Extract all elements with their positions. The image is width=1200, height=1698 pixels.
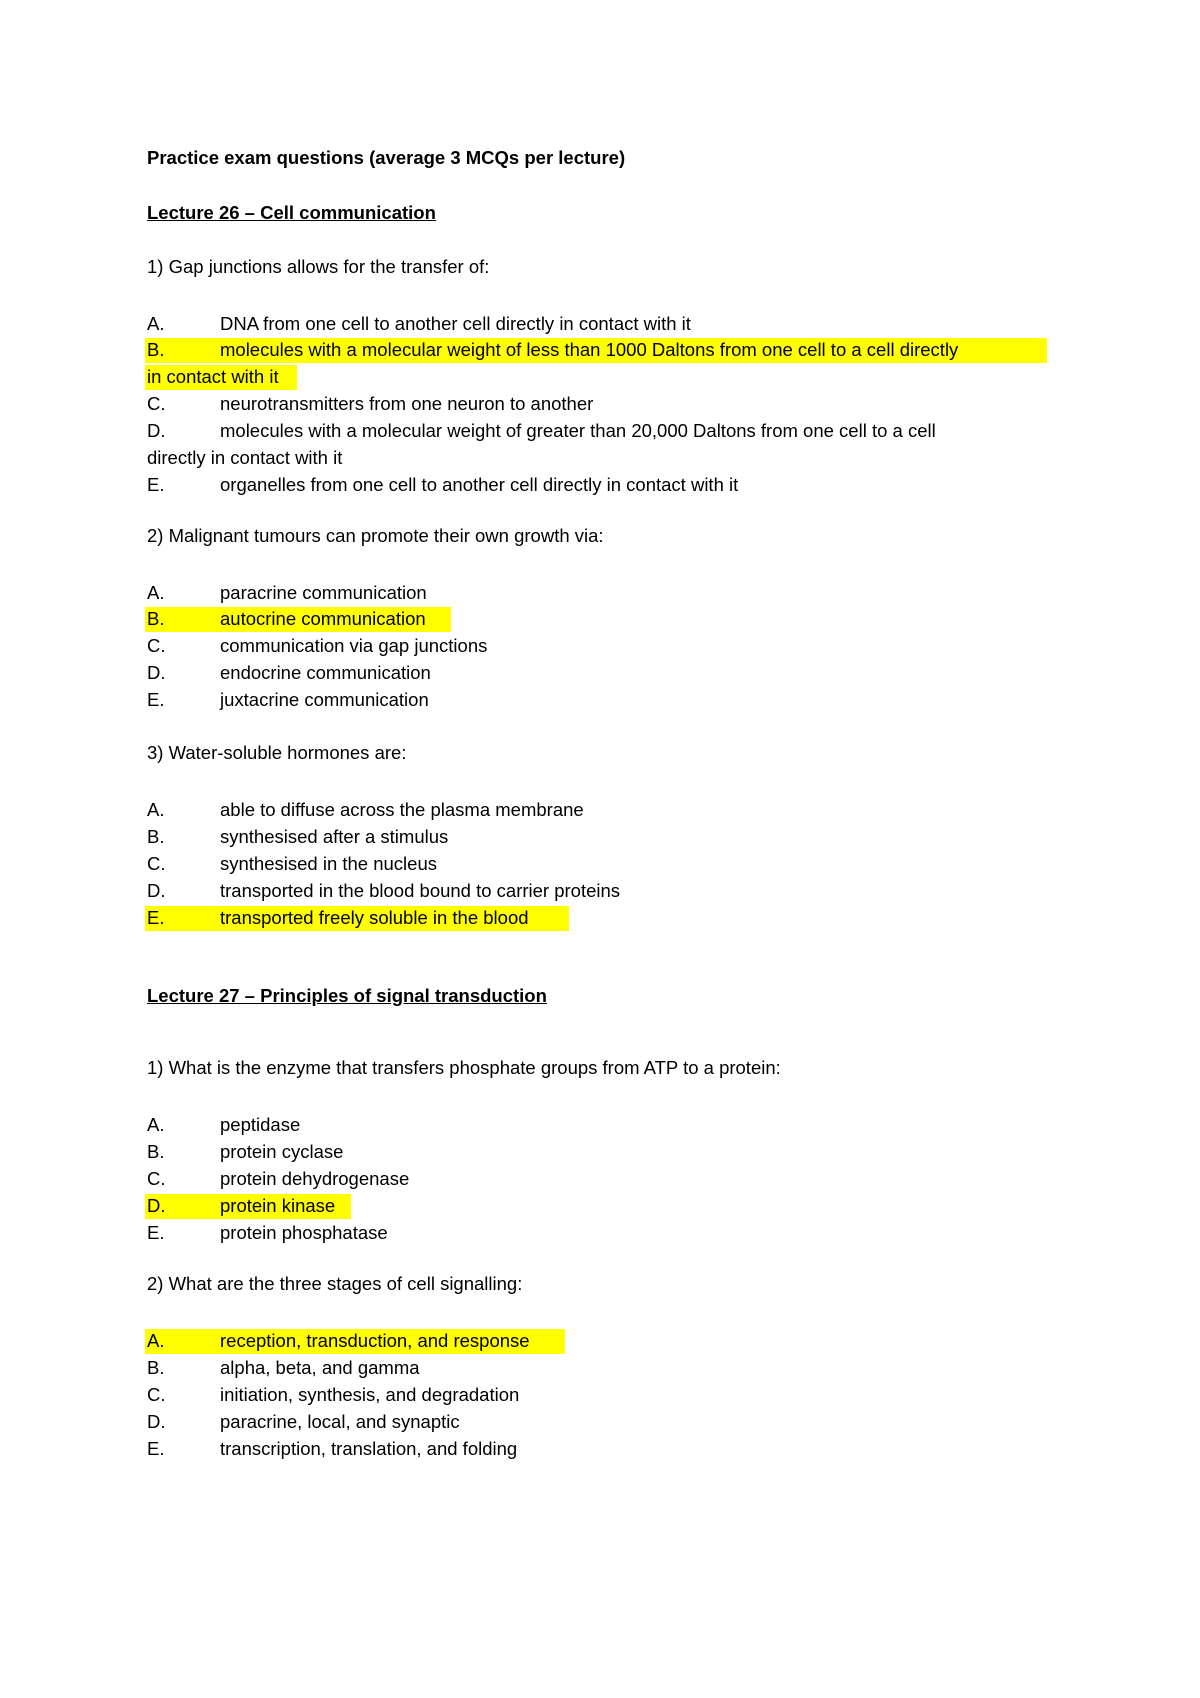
option-c: [0, 850, 1000, 877]
option-letter: C.: [147, 1168, 166, 1189]
option-d: [0, 1408, 1000, 1435]
option-letter: E.: [147, 689, 165, 710]
option-letter: C.: [147, 1384, 166, 1405]
option-letter: B.: [147, 1357, 165, 1378]
option-letter: D.: [147, 662, 166, 683]
option-text: neurotransmitters from one neuron to another: [220, 393, 594, 414]
option-text: alpha, beta, and gamma: [220, 1357, 420, 1378]
option-text: paracrine, local, and synaptic: [220, 1411, 460, 1432]
option-letter: E.: [147, 1438, 165, 1459]
option-letter: D.: [147, 420, 166, 441]
option-text: transported in the blood bound to carrier proteins: [220, 880, 621, 901]
option-c: [0, 390, 1000, 417]
question-text: 1) What is the enzyme that transfers phosphate groups from ATP to a protein:: [147, 1057, 781, 1078]
option-text: protein kinase: [220, 1195, 336, 1216]
option-letter: E.: [147, 1222, 165, 1243]
option-text: synthesised in the nucleus: [220, 853, 437, 874]
question-text: 3) Water-soluble hormones are:: [147, 742, 407, 763]
option-letter: A.: [147, 582, 165, 603]
option-d: [0, 417, 1000, 444]
option-text: reception, transduction, and response: [220, 1330, 530, 1351]
option-text: peptidase: [220, 1114, 301, 1135]
option-text: transported freely soluble in the blood: [220, 907, 529, 928]
question-text: 2) What are the three stages of cell signalling:: [147, 1273, 523, 1294]
lecture-27-heading: Lecture 27 – Principles of signal transduction: [147, 985, 547, 1006]
option-letter: E.: [147, 907, 165, 928]
option-letter: D.: [147, 1411, 166, 1432]
option-c: [0, 1165, 1000, 1192]
option-letter: A.: [147, 799, 165, 820]
option-text: communication via gap junctions: [220, 635, 488, 656]
option-a: [0, 796, 1000, 823]
option-text: able to diffuse across the plasma membrane: [220, 799, 584, 820]
option-letter: D.: [147, 1195, 166, 1216]
document-title: Practice exam questions (average 3 MCQs per lecture): [147, 147, 626, 168]
option-text: paracrine communication: [220, 582, 427, 603]
option-letter: E.: [147, 474, 165, 495]
option-e: [0, 904, 1000, 931]
option-d: [0, 659, 1000, 686]
option-text: endocrine communication: [220, 662, 431, 683]
option-text: DNA from one cell to another cell directly in contact with it: [220, 313, 691, 334]
option-continuation: directly in contact with it: [147, 447, 343, 468]
option-a: [0, 1327, 1000, 1354]
option-text: juxtacrine communication: [220, 689, 429, 710]
option-letter: B.: [147, 826, 165, 847]
option-text: synthesised after a stimulus: [220, 826, 449, 847]
question-text: 1) Gap junctions allows for the transfer of:: [147, 256, 490, 277]
option-b: [0, 1138, 1000, 1165]
option-letter: C.: [147, 853, 166, 874]
option-text: transcription, translation, and folding: [220, 1438, 518, 1459]
option-text: protein cyclase: [220, 1141, 344, 1162]
option-b: [0, 605, 1000, 632]
option-text: molecules with a molecular weight of less than 1000 Daltons from one cell to a cell directly: [220, 339, 959, 360]
option-a: [0, 1111, 1000, 1138]
option-b: [0, 1354, 1000, 1381]
option-letter: C.: [147, 393, 166, 414]
option-d: [0, 877, 1000, 904]
question-text: 2) Malignant tumours can promote their own growth via:: [147, 525, 604, 546]
option-d: [0, 1192, 1000, 1219]
option-letter: B.: [147, 339, 165, 360]
option-letter: D.: [147, 880, 166, 901]
option-text: molecules with a molecular weight of greater than 20,000 Daltons from one cell to a cell: [220, 420, 936, 441]
option-continuation: in contact with it: [147, 366, 279, 387]
option-text: protein dehydrogenase: [220, 1168, 410, 1189]
option-text: initiation, synthesis, and degradation: [220, 1384, 520, 1405]
option-e: [0, 686, 1000, 713]
option-e: [0, 1219, 1000, 1246]
option-letter: A.: [147, 1330, 165, 1351]
option-c: [0, 632, 1000, 659]
option-a: [0, 310, 1000, 337]
option-letter: C.: [147, 635, 166, 656]
option-e: [0, 471, 1000, 498]
option-letter: A.: [147, 1114, 165, 1135]
option-b: [0, 336, 1000, 363]
option-e: [0, 1435, 1000, 1462]
option-text: organelles from one cell to another cell directly in contact with it: [220, 474, 739, 495]
option-letter: A.: [147, 313, 165, 334]
option-letter: B.: [147, 1141, 165, 1162]
option-text: autocrine communication: [220, 608, 426, 629]
option-letter: B.: [147, 608, 165, 629]
option-b: [0, 823, 1000, 850]
option-text: protein phosphatase: [220, 1222, 388, 1243]
option-c: [0, 1381, 1000, 1408]
option-a: [0, 579, 1000, 606]
lecture-26-heading: Lecture 26 – Cell communication: [147, 202, 436, 223]
